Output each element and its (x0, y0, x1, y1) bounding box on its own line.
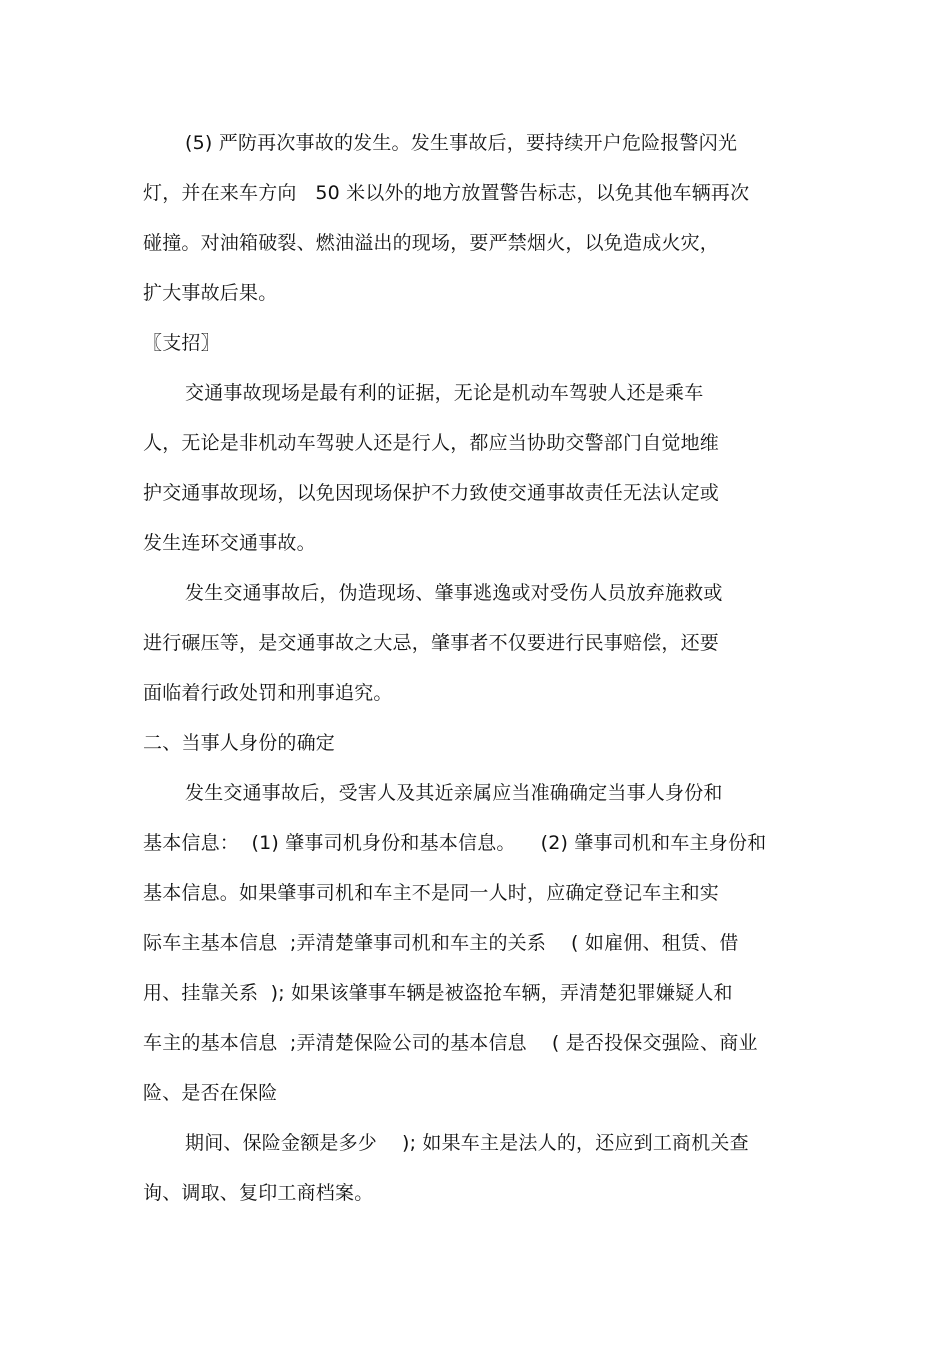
paragraph-line: 用、挂靠关系 ); 如果该肇事车辆是被盗抢车辆，弄清楚犯罪嫌疑人和 (143, 982, 733, 1004)
paragraph-line: 际车主基本信息 ;弄清楚肇事司机和车主的关系 ( 如雇佣、租赁、借 (143, 932, 739, 954)
paragraph-line: 基本信息： (1) 肇事司机身份和基本信息。 (2) 肇事司机和车主身份和 (143, 832, 767, 854)
section-label: 〖支招〗 (143, 332, 220, 354)
section-heading: 二、当事人身份的确定 (143, 732, 336, 754)
paragraph-line: 险、是否在保险 (143, 1082, 278, 1104)
paragraph-line: 基本信息。如果肇事司机和车主不是同一人时，应确定登记车主和实 (143, 882, 720, 904)
paragraph-line: 护交通事故现场，以免因现场保护不力致使交通事故责任无法认定或 (143, 482, 720, 504)
paragraph-line: 面临着行政处罚和刑事追究。 (143, 682, 393, 704)
paragraph-line: 询、调取、复印工商档案。 (143, 1182, 374, 1204)
paragraph-line: 发生连环交通事故。 (143, 532, 316, 554)
paragraph-line: 灯，并在来车方向 50 米以外的地方放置警告标志，以免其他车辆再次 (143, 182, 750, 204)
paragraph-line: 扩大事故后果。 (143, 282, 278, 304)
paragraph-line: 进行碾压等，是交通事故之大忌，肇事者不仅要进行民事赔偿，还要 (143, 632, 720, 654)
paragraph-line: (5) 严防再次事故的发生。发生事故后，要持续开户危险报警闪光 (185, 132, 738, 154)
paragraph-line: 人，无论是非机动车驾驶人还是行人，都应当协助交警部门自觉地维 (143, 432, 720, 454)
paragraph-line: 碰撞。对油箱破裂、燃油溢出的现场，要严禁烟火，以免造成火灾， (143, 232, 720, 254)
paragraph-line: 发生交通事故后，受害人及其近亲属应当准确确定当事人身份和 (185, 782, 723, 804)
paragraph-line: 交通事故现场是最有利的证据，无论是机动车驾驶人还是乘车 (185, 382, 704, 404)
paragraph-line: 发生交通事故后，伪造现场、肇事逃逸或对受伤人员放弃施救或 (185, 582, 723, 604)
paragraph-line: 车主的基本信息 ;弄清楚保险公司的基本信息 ( 是否投保交强险、商业 (143, 1032, 758, 1054)
paragraph-line: 期间、保险金额是多少 ); 如果车主是法人的，还应到工商机关查 (185, 1132, 749, 1154)
